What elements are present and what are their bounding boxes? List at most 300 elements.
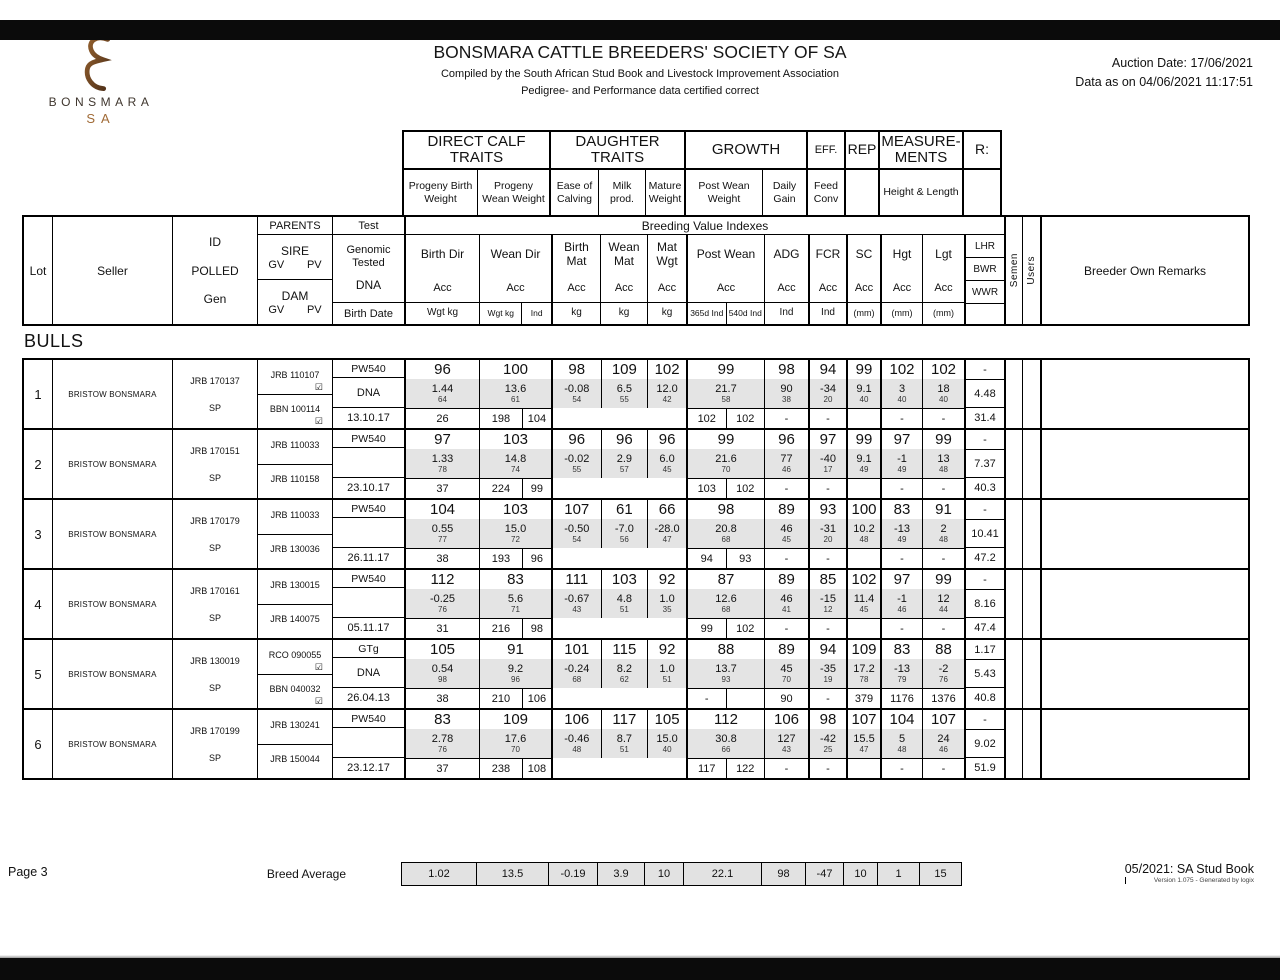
col-header-parents [257, 217, 332, 324]
users-cell [1022, 570, 1040, 638]
wean-mat-cell: 96 2.9 57 [601, 430, 648, 478]
bull-row [22, 498, 1250, 570]
col-header-hgt: Hgt Acc (mm) [880, 235, 922, 324]
gen-value: SP [208, 612, 221, 623]
dam-header [258, 280, 332, 324]
wean-dir-cell: 103 15.0 72 193 96 [479, 500, 551, 568]
bwr-value: 10.41 [966, 520, 1004, 548]
animal-id-cell [172, 360, 257, 428]
mat-wgt-cell: 92 1.0 51 [647, 640, 686, 688]
wean-dir-cell: 103 14.8 74 224 99 [479, 430, 551, 498]
sub-rep-empty [844, 170, 878, 215]
sire-label: SIRE [280, 243, 309, 258]
test-cell [332, 360, 404, 428]
post-wean-cell: 112 30.8 66 117 122 [686, 710, 764, 778]
col-header-lgt: Lgt Acc (mm) [922, 235, 964, 324]
breed-avg-birth-dir: 1.02 [401, 862, 477, 886]
adg-cell: 89 46 41 - [764, 570, 808, 638]
pv-label: PV [306, 303, 322, 316]
animal-id-cell [172, 500, 257, 568]
breed-avg-mat-wgt: 10 [644, 862, 684, 886]
col-header-semen: Semen [1004, 217, 1022, 324]
wean-dir-cell: 83 5.6 71 216 98 [479, 570, 551, 638]
wean-dir-cell: 100 13.6 61 198 104 [479, 360, 551, 428]
dna-flag [333, 448, 404, 477]
breeder-remarks-cell [1040, 430, 1248, 498]
bull-row [22, 428, 1250, 500]
animal-id-cell [172, 710, 257, 778]
daughter-kg-cells [551, 500, 686, 568]
wean-dir-cell: 91 9.2 96 210 106 [479, 640, 551, 708]
col-header-wean-mat: Wean Mat Acc kg [600, 235, 647, 324]
breed-avg-wean-dir: 13.5 [476, 862, 549, 886]
breed-average-row [22, 862, 1250, 886]
lhr-value: - [966, 570, 1004, 590]
sire-id: JRB 110033 [270, 439, 320, 450]
sub-progeny-wean-weight: Progeny Wean Weight [477, 170, 549, 215]
daughter-kg-cells [551, 570, 686, 638]
birth-dir-cell: 83 2.78 76 37 [404, 710, 479, 778]
semen-cell [1004, 640, 1022, 708]
dam-cell [258, 604, 332, 639]
users-cell [1022, 500, 1040, 568]
wean-mat-cell: 61 -7.0 56 [601, 500, 648, 548]
sub-mature-weight: Mature Weight [645, 170, 684, 215]
bwr-value: 7.37 [966, 450, 1004, 478]
animal-id: JRB 170161 [190, 585, 240, 596]
gv-label: GV [268, 258, 285, 271]
catalog-table [22, 130, 1250, 780]
animal-id: JRB 130019 [190, 655, 240, 666]
adg-cell: 98 90 38 - [764, 360, 808, 428]
mat-wgt-cell: 105 15.0 40 [647, 710, 686, 758]
birth-dir-cell: 105 0.54 98 38 [404, 640, 479, 708]
semen-cell [1004, 360, 1022, 428]
lgt-cell: 107 24 46 - [922, 710, 964, 778]
fcr-cell: 98 -42 25 - [808, 710, 846, 778]
mat-wgt-cell: 92 1.0 35 [647, 570, 686, 618]
sire-id: JRB 130015 [270, 579, 320, 590]
col-header-mat-wgt: Mat Wgt Acc kg [647, 235, 686, 324]
col-header-fcr: FCR Acc Ind [808, 235, 846, 324]
dam-cell [258, 464, 332, 499]
dna-flag [333, 518, 404, 547]
wean-dir-cell: 109 17.6 70 238 108 [479, 710, 551, 778]
dam-id: JRB 110158 [270, 474, 320, 485]
lot-number: 2 [34, 456, 42, 472]
sire-id: JRB 110033 [270, 509, 320, 520]
sub-daily-gain: Daily Gain [762, 170, 806, 215]
parents-cell [257, 640, 332, 708]
genomic-tested-label: Genomic Tested [346, 244, 391, 269]
group-eff: EFF. [806, 130, 844, 170]
auction-info [1075, 54, 1253, 92]
bwr-value: 4.48 [966, 380, 1004, 408]
test-code: PW540 [333, 430, 404, 448]
birth-date-value: 23.12.17 [333, 757, 404, 778]
hgt-cell: 97 -1 46 - [880, 570, 922, 638]
lhr-value: - [966, 500, 1004, 520]
lhr-bwr-wwr-cell [964, 710, 1004, 778]
adg-cell: 106 127 43 - [764, 710, 808, 778]
col-header-seller: Seller [52, 217, 172, 324]
bonsmara-logo [36, 34, 166, 126]
bwr-value: 8.16 [966, 590, 1004, 618]
wean-mat-cell: 115 8.2 62 [601, 640, 648, 688]
lgt-cell: 102 18 40 - [922, 360, 964, 428]
logo-sub-text: SA [86, 111, 116, 126]
hgt-cell: 83 -13 49 - [880, 500, 922, 568]
col-header-test [332, 217, 404, 324]
animal-id: JRB 170137 [190, 375, 240, 386]
dna-flag: DNA [356, 386, 381, 399]
daughter-kg-cells [551, 430, 686, 498]
test-code: PW540 [333, 500, 404, 518]
col-header-birth-dir: Birth Dir Acc Wgt kg [404, 235, 479, 324]
lhr-bwr-wwr-cell [964, 640, 1004, 708]
test-cell [332, 500, 404, 568]
parents-cell [257, 500, 332, 568]
sc-cell: 102 11.4 45 [846, 570, 880, 638]
hgt-cell: 104 5 48 - [880, 710, 922, 778]
test-code: PW540 [333, 360, 404, 378]
bull-row [22, 708, 1250, 780]
adg-cell: 96 77 46 - [764, 430, 808, 498]
lot-number: 1 [34, 386, 42, 402]
seller-name: BRISTOW BONSMARA [52, 640, 172, 708]
birth-date-value: 23.10.17 [333, 477, 404, 498]
source-info [1125, 862, 1254, 884]
lhr-bwr-wwr-cell [964, 500, 1004, 568]
test-label: Test [333, 217, 404, 235]
col-header-users: Users [1022, 217, 1040, 324]
lhr-value: - [966, 710, 1004, 730]
daughter-kg-cells [551, 710, 686, 778]
col-header-id [172, 217, 257, 324]
col-header-lot: Lot [29, 263, 47, 278]
page-subtitle-2: Pedigree- and Performance data certified correct [521, 85, 759, 97]
gen-value: SP [208, 472, 221, 483]
mat-wgt-cell: 66 -28.0 47 [647, 500, 686, 548]
test-cell [332, 640, 404, 708]
dam-id: JRB 130036 [270, 544, 320, 555]
col-header-wean-dir: Wean Dir Acc Wgt kg Ind [479, 235, 551, 324]
breed-average-label: Breed Average [266, 867, 346, 881]
dna-flag [333, 728, 404, 757]
animal-id: JRB 170199 [190, 725, 240, 736]
gen-value: SP [208, 752, 221, 763]
bwr-value: 5.43 [966, 660, 1004, 688]
sub-post-wean-weight: Post Wean Weight [684, 170, 762, 215]
dam-id: JRB 150044 [270, 754, 320, 765]
group-growth: GROWTH [684, 130, 806, 170]
parents-cell [257, 710, 332, 778]
gv-label: GV [268, 303, 285, 316]
sire-cell [258, 430, 332, 464]
wwr-value: 51.9 [974, 762, 996, 774]
hgt-cell: 83 -13 79 1176 [880, 640, 922, 708]
page-title: BONSMARA CATTLE BREEDERS' SOCIETY OF SA [433, 42, 847, 62]
test-code: PW540 [333, 710, 404, 728]
col-header-birth-mat: Birth Mat Acc kg [551, 235, 600, 324]
dam-cell [258, 674, 332, 709]
bull-row [22, 568, 1250, 640]
wean-mat-cell: 109 6.5 55 [601, 360, 648, 408]
fcr-cell: 94 -34 20 - [808, 360, 846, 428]
birth-dir-cell: 112 -0.25 76 31 [404, 570, 479, 638]
animal-id-cell [172, 640, 257, 708]
breeder-remarks-cell [1040, 570, 1248, 638]
lot-number: 4 [34, 596, 42, 612]
mat-wgt-cell: 96 6.0 45 [647, 430, 686, 478]
post-wean-cell: 99 21.6 70 103 102 [686, 430, 764, 498]
wean-mat-cell: 117 8.7 51 [601, 710, 648, 758]
users-cell [1022, 710, 1040, 778]
breed-avg-fcr: -47 [805, 862, 844, 886]
birth-mat-cell: 98 -0.08 54 [553, 360, 601, 408]
dam-cell [258, 744, 332, 779]
parents-label: PARENTS [258, 217, 332, 235]
sire-genotyped-checkbox-icon: ☑ [314, 661, 323, 672]
sire-cell [258, 710, 332, 744]
breeder-remarks-cell [1040, 360, 1248, 428]
sc-cell: 107 15.5 47 [846, 710, 880, 778]
birth-date-value: 26.11.17 [333, 547, 404, 568]
page-number: Page 3 [8, 865, 48, 879]
users-cell [1022, 360, 1040, 428]
wwr-value: 47.2 [974, 552, 996, 564]
col-header-adg: ADG Acc Ind [764, 235, 808, 324]
bull-rows [22, 358, 1250, 780]
birth-dir-cell: 104 0.55 77 38 [404, 500, 479, 568]
sub-feed-conv: Feed Conv [806, 170, 844, 215]
animal-id: JRB 170151 [190, 445, 240, 456]
bull-row [22, 358, 1250, 430]
breed-avg-hgt: 1 [877, 862, 920, 886]
birth-mat-cell: 106 -0.46 48 [553, 710, 601, 758]
wwr-value: 47.4 [974, 622, 996, 634]
bwr-label: BWR [966, 258, 1004, 281]
polled-label: POLLED [191, 263, 239, 278]
seller-name: BRISTOW BONSMARA [52, 500, 172, 568]
group-daughter-traits: DAUGHTER TRAITS [549, 130, 684, 170]
dam-genotyped-checkbox-icon: ☑ [314, 696, 323, 706]
sub-height-length: Height & Length [878, 170, 962, 215]
dam-cell [258, 394, 332, 429]
group-direct-calf-traits: DIRECT CALF TRAITS [402, 130, 549, 170]
breed-avg-sc: 10 [843, 862, 878, 886]
post-wean-cell: 87 12.6 68 99 102 [686, 570, 764, 638]
wwr-value: 40.3 [974, 482, 996, 494]
gen-value: SP [208, 682, 221, 693]
breed-avg-adg: 98 [761, 862, 806, 886]
breed-avg-post-wean: 22.1 [683, 862, 762, 886]
breeder-remarks-cell [1040, 500, 1248, 568]
birth-date-label: Birth Date [333, 302, 404, 324]
column-header [22, 215, 1250, 326]
sc-cell: 99 9.1 49 [846, 430, 880, 498]
bull-row [22, 638, 1250, 710]
version-label: Version 1.075 - Generated by logix [1125, 877, 1254, 884]
adg-cell: 89 45 70 90 [764, 640, 808, 708]
fcr-cell: 85 -15 12 - [808, 570, 846, 638]
breeding-value-indexes-label: Breeding Value Indexes [404, 217, 1004, 235]
fcr-cell: 97 -40 17 - [808, 430, 846, 498]
gen-value: SP [208, 542, 221, 553]
sire-header [258, 235, 332, 280]
animal-id-cell [172, 570, 257, 638]
dam-id: BBN 100114 [269, 404, 321, 415]
wwr-value: 40.8 [974, 692, 996, 704]
sc-cell: 99 9.1 40 [846, 360, 880, 428]
lgt-cell: 99 12 44 - [922, 570, 964, 638]
post-wean-cell: 99 21.7 58 102 102 [686, 360, 764, 428]
hgt-cell: 97 -1 49 - [880, 430, 922, 498]
birth-dir-cell: 97 1.33 78 37 [404, 430, 479, 498]
bottom-letterbox-bar [0, 958, 1280, 980]
daughter-kg-cells [551, 640, 686, 708]
wean-mat-cell: 103 4.8 51 [601, 570, 648, 618]
data-as-on: Data as on 04/06/2021 11:17:51 [1075, 74, 1253, 89]
lhr-value: 1.17 [966, 640, 1004, 660]
animal-id: JRB 170179 [190, 515, 240, 526]
lgt-cell: 91 2 48 - [922, 500, 964, 568]
group-measurements: MEASURE-MENTS [878, 130, 962, 170]
breed-avg-birth-mat: -0.19 [548, 862, 598, 886]
birth-mat-cell: 96 -0.02 55 [553, 430, 601, 478]
col-header-sc: SC Acc (mm) [846, 235, 880, 324]
lot-number: 5 [34, 666, 42, 682]
bonsmara-b-logo-icon [70, 34, 132, 92]
col-header-lhr-bwr-wwr [964, 235, 1004, 324]
dam-id: JRB 140075 [270, 614, 320, 625]
auction-date: Auction Date: 17/06/2021 [1111, 56, 1253, 70]
breeder-remarks-cell [1040, 710, 1248, 778]
wwr-value: 31.4 [974, 412, 996, 424]
seller-name: BRISTOW BONSMARA [52, 710, 172, 778]
semen-cell [1004, 500, 1022, 568]
sire-cell [258, 360, 332, 394]
col-header-breeder-remarks: Breeder Own Remarks [1040, 217, 1248, 324]
title-block [200, 42, 1080, 97]
seller-name: BRISTOW BONSMARA [52, 360, 172, 428]
page-subtitle-1: Compiled by the South African Stud Book and Livestock Improvement Association [440, 68, 840, 80]
dam-cell [258, 534, 332, 569]
dam-genotyped-checkbox-icon: ☑ [314, 416, 323, 426]
fcr-cell: 94 -35 19 - [808, 640, 846, 708]
lhr-bwr-wwr-cell [964, 430, 1004, 498]
sire-id: JRB 110107 [270, 369, 320, 380]
col-header-post-wean: Post Wean Acc 365d Ind 540d Ind [686, 235, 764, 324]
lot-number: 6 [34, 736, 42, 752]
breed-avg-wean-mat: 3.9 [597, 862, 645, 886]
lhr-bwr-wwr-cell [964, 570, 1004, 638]
dam-label: DAM [281, 288, 309, 303]
seller-name: BRISTOW BONSMARA [52, 570, 172, 638]
logo-brand-text: BONSMARA [48, 95, 154, 109]
parents-cell [257, 430, 332, 498]
pv-label: PV [306, 258, 322, 271]
adg-cell: 89 46 45 - [764, 500, 808, 568]
users-cell [1022, 430, 1040, 498]
semen-cell [1004, 570, 1022, 638]
post-wean-cell: 98 20.8 68 94 93 [686, 500, 764, 568]
daughter-kg-cells [551, 360, 686, 428]
test-code: GTg [333, 640, 404, 658]
id-label: ID [209, 235, 221, 250]
test-cell [332, 430, 404, 498]
trait-group-header [22, 130, 1250, 215]
dna-label: DNA [355, 277, 382, 292]
hgt-cell: 102 3 40 - [880, 360, 922, 428]
post-wean-cell: 88 13.7 93 - [686, 640, 764, 708]
sire-cell [258, 570, 332, 604]
lhr-bwr-wwr-cell [964, 360, 1004, 428]
lgt-cell: 99 13 48 - [922, 430, 964, 498]
users-cell [1022, 640, 1040, 708]
mat-wgt-cell: 102 12.0 42 [647, 360, 686, 408]
sire-id: JRB 130241 [270, 719, 320, 730]
breeder-remarks-cell [1040, 640, 1248, 708]
lgt-cell: 88 -2 76 1376 [922, 640, 964, 708]
semen-cell [1004, 710, 1022, 778]
lhr-label: LHR [966, 235, 1004, 258]
gen-value: SP [208, 402, 221, 413]
parents-cell [257, 360, 332, 428]
birth-dir-cell: 96 1.44 64 26 [404, 360, 479, 428]
breed-avg-lgt: 15 [919, 862, 962, 886]
source-label: 05/2021: SA Stud Book [1124, 862, 1254, 876]
parents-cell [257, 570, 332, 638]
test-cell [332, 570, 404, 638]
dna-flag [333, 588, 404, 617]
sire-id: RCO 090055 [268, 649, 322, 660]
birth-date-value: 05.11.17 [333, 617, 404, 638]
sub-r-empty [962, 170, 1002, 215]
dam-id: BBN 040032 [269, 684, 321, 695]
wwr-label: WWR [966, 281, 1004, 304]
lhr-value: - [966, 430, 1004, 450]
sub-milk-prod: Milk prod. [598, 170, 645, 215]
birth-mat-cell: 101 -0.24 68 [553, 640, 601, 688]
sire-cell [258, 500, 332, 534]
birth-mat-cell: 111 -0.67 43 [553, 570, 601, 618]
animal-id-cell [172, 430, 257, 498]
gen-label: Gen [203, 291, 227, 306]
lot-number: 3 [34, 526, 42, 542]
top-letterbox-bar [0, 20, 1280, 40]
dna-flag: DNA [356, 666, 381, 679]
sire-cell [258, 640, 332, 674]
sub-progeny-birth-weight: Progeny Birth Weight [402, 170, 477, 215]
section-title-bulls: BULLS [24, 331, 84, 351]
seller-name: BRISTOW BONSMARA [52, 430, 172, 498]
test-cell [332, 710, 404, 778]
page-footer [0, 862, 1280, 892]
lhr-value: - [966, 360, 1004, 380]
birth-date-value: 26.04.13 [333, 687, 404, 708]
semen-cell [1004, 430, 1022, 498]
birth-date-value: 13.10.17 [333, 407, 404, 428]
sc-cell: 109 17.2 78 379 [846, 640, 880, 708]
sub-ease-of-calving: Ease of Calving [549, 170, 598, 215]
sire-genotyped-checkbox-icon: ☑ [314, 381, 323, 392]
fcr-cell: 93 -31 20 - [808, 500, 846, 568]
bwr-value: 9.02 [966, 730, 1004, 758]
birth-mat-cell: 107 -0.50 54 [553, 500, 601, 548]
test-code: PW540 [333, 570, 404, 588]
sc-cell: 100 10.2 48 [846, 500, 880, 568]
